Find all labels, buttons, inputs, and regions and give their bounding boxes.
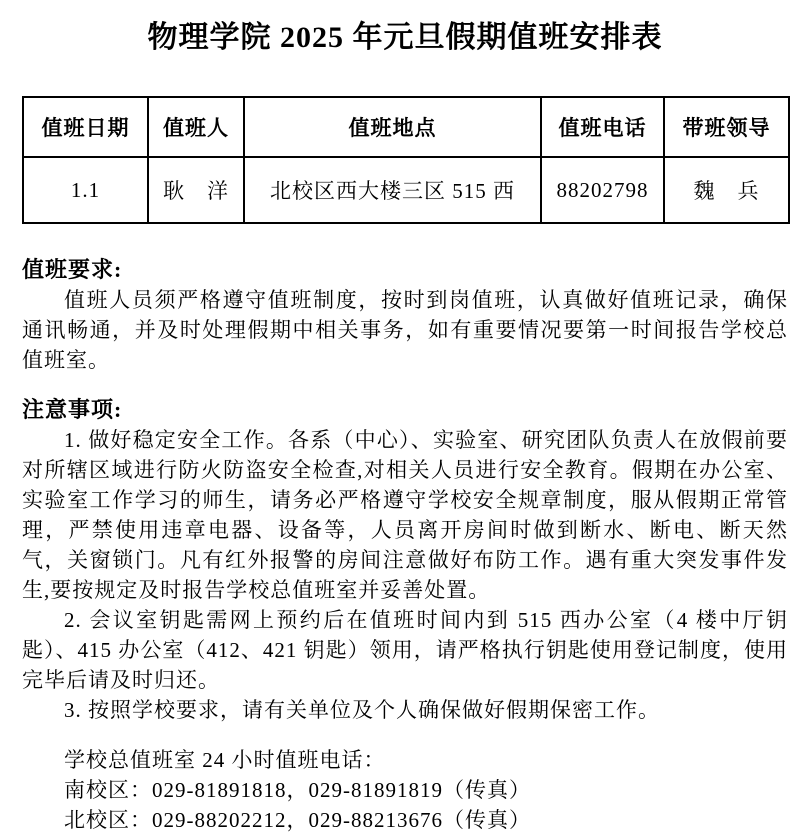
contact-block	[22, 745, 788, 835]
table-row	[23, 157, 789, 223]
duty-requirements-heading: 值班要求:	[22, 257, 123, 282]
header-cell-duty-date: 值班日期	[23, 97, 148, 157]
cell-duty-phone: 88202798	[541, 157, 664, 223]
cell-duty-leader: 魏 兵	[664, 157, 789, 223]
table-header-row	[23, 97, 789, 157]
duty-requirements-paragraph: 值班人员须严格遵守值班制度，按时到岗值班，认真做好值班记录，确保通讯畅通，并及时处理假期中相关事务，如有重要情况要第一时间报告学校总值班室。	[22, 288, 788, 372]
page-title: 物理学院 2025 年元旦假期值班安排表	[147, 21, 663, 54]
cell-duty-person: 耿 洋	[148, 157, 244, 223]
duty-schedule-table	[22, 96, 790, 224]
cell-duty-location: 北校区西大楼三区 515 西	[244, 157, 541, 223]
note-item-3: 3. 按照学校要求，请有关单位及个人确保做好假期保密工作。	[64, 698, 660, 722]
document-body	[22, 255, 788, 835]
note-item-1: 1. 做好稳定安全工作。各系（中心）、实验室、研究团队负责人在放假前要对所辖区域进行防火防盗安全检查,对相关人员进行安全教育。假期在办公室、实验室工作学习的师生，请务必严格遵守学校安全规章制度，服从假期正常管理，严禁使用违章电器、设备等，人员离开房间时做到断水、断电、断天然气，关窗锁门。凡有红外报警的房间注意做好布防工作。遇有重大突发事件发生,要按规定及时报告学校总值班室并妥善处置。	[22, 428, 788, 602]
header-cell-duty-person: 值班人	[148, 97, 244, 157]
header-cell-duty-phone: 值班电话	[541, 97, 664, 157]
header-cell-duty-location: 值班地点	[244, 97, 541, 157]
note-item-2: 2. 会议室钥匙需网上预约后在值班时间内到 515 西办公室（4 楼中厅钥匙）、415 办公室（412、421 钥匙）领用，请严格执行钥匙使用登记制度，使用完毕后请及时归还。	[22, 608, 788, 692]
header-cell-duty-leader: 带班领导	[664, 97, 789, 157]
notes-heading: 注意事项:	[22, 397, 123, 422]
contact-line-south-campus: 南校区：029-81891818，029-81891819（传真）	[64, 778, 531, 802]
contact-line-north-campus: 北校区：029-88202212，029-88213676（传真）	[64, 808, 531, 832]
contact-intro-line: 学校总值班室 24 小时值班电话：	[64, 748, 386, 772]
cell-duty-date: 1.1	[23, 157, 148, 223]
